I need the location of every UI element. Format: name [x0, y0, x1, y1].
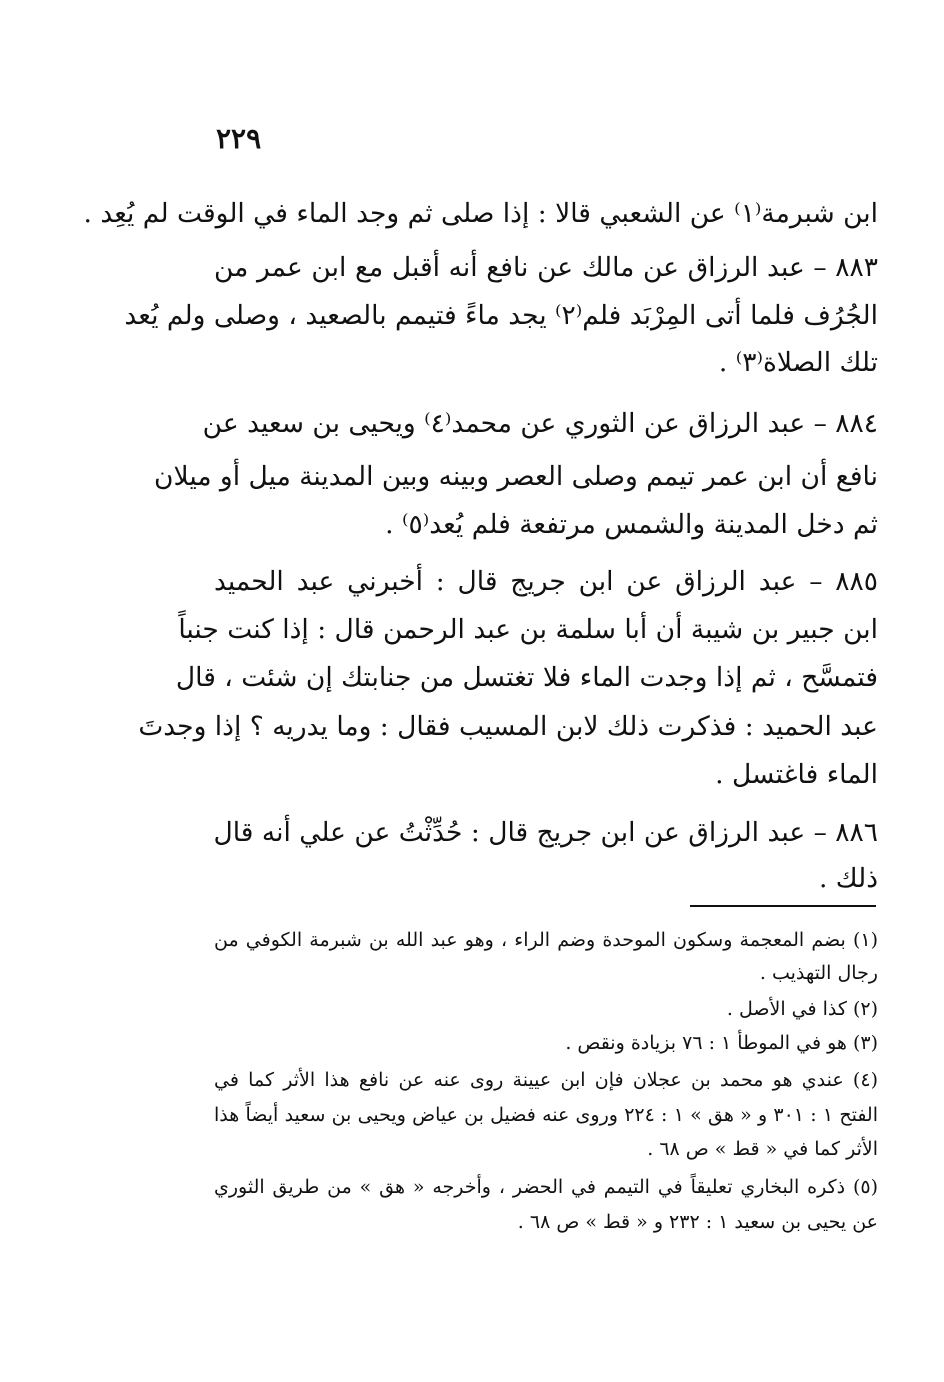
text-line: تلك الصلاة⁽٣⁾ . — [718, 347, 878, 378]
text-line: الماء فاغتسل . — [715, 759, 878, 790]
text-line: ٨٨٦ – عبد الرزاق عن ابن جريج قال : حُدِّثْتُ عن علي أنه قال — [213, 817, 878, 848]
footnote-line: (٣) هو في الموطأ ١ : ٧٦ بزيادة ونقص . — [565, 1032, 878, 1054]
text-line: ذلك . — [818, 863, 878, 894]
text-line: نافع أن ابن عمر تيمم وصلى العصر وبينه وبين المدينة ميل أو ميلان — [154, 461, 878, 492]
text-line: ٨٨٤ – عبد الرزاق عن الثوري عن محمد⁽٤⁾ ويحيى بن سعيد عن — [202, 408, 878, 439]
footnote-line: (٥) ذكره البخاري تعليقاً في التيمم في الحضر ، وأخرجه « هق » من طريق الثوري — [214, 1176, 878, 1198]
text-line: الجُرُف فلما أتى المِرْبَد فلم⁽٢⁾ يجد ماءً فتيمم بالصعيد ، وصلى ولم يُعد — [124, 300, 878, 331]
footnote-line: الأثر كما في « قط » ص ٦٨ . — [647, 1138, 878, 1160]
text-line: ٨٨٣ – عبد الرزاق عن مالك عن نافع أنه أقبل مع ابن عمر من — [214, 252, 878, 283]
text-line: ابن جبير بن شيبة أن أبا سلمة بن عبد الرحمن قال : إذا كنت جنباً — [178, 614, 878, 645]
text-line: عبد الحميد : فذكرت ذلك لابن المسيب فقال : وما يدريه ؟ إذا وجدتَ — [138, 711, 878, 742]
footnote-line: رجال التهذيب . — [759, 962, 878, 984]
footnote-line: عن يحيى بن سعيد ١ : ٢٣٢ و « قط » ص ٦٨ . — [517, 1211, 878, 1233]
text-line: فتمسَّح ، ثم إذا وجدت الماء فلا تغتسل من جنابتك إن شئت ، قال — [175, 662, 878, 693]
text-line: ٨٨٥ – عبد الرزاق عن ابن جريج قال : أخبرني عبد الحميد — [214, 566, 878, 597]
footnote-line: (٤) عندي هو محمد بن عجلان فإن ابن عيينة روى عنه عن نافع هذا الأثر كما في — [214, 1069, 878, 1091]
footnote-line: الفتح ١ : ٣٠١ و « هق » ١ : ٢٢٤ وروى عنه فضيل بن عياض ويحيى بن سعيد أيضاً هذا — [214, 1104, 879, 1126]
page-number: ٢٢٩ — [216, 122, 262, 155]
footnote-divider — [690, 905, 876, 907]
text-line: ابن شبرمة⁽١⁾ عن الشعبي قالا : إذا صلى ثم وجد الماء في الوقت لم يُعِد . — [83, 198, 878, 229]
text-line: ثم دخل المدينة والشمس مرتفعة فلم يُعد⁽٥⁾ . — [385, 509, 878, 540]
footnote-line: (٢) كذا في الأصل . — [726, 998, 878, 1020]
footnote-line: (١) بضم المعجمة وسكون الموحدة وضم الراء ، وهو عبد الله بن شبرمة الكوفي من — [214, 929, 879, 951]
